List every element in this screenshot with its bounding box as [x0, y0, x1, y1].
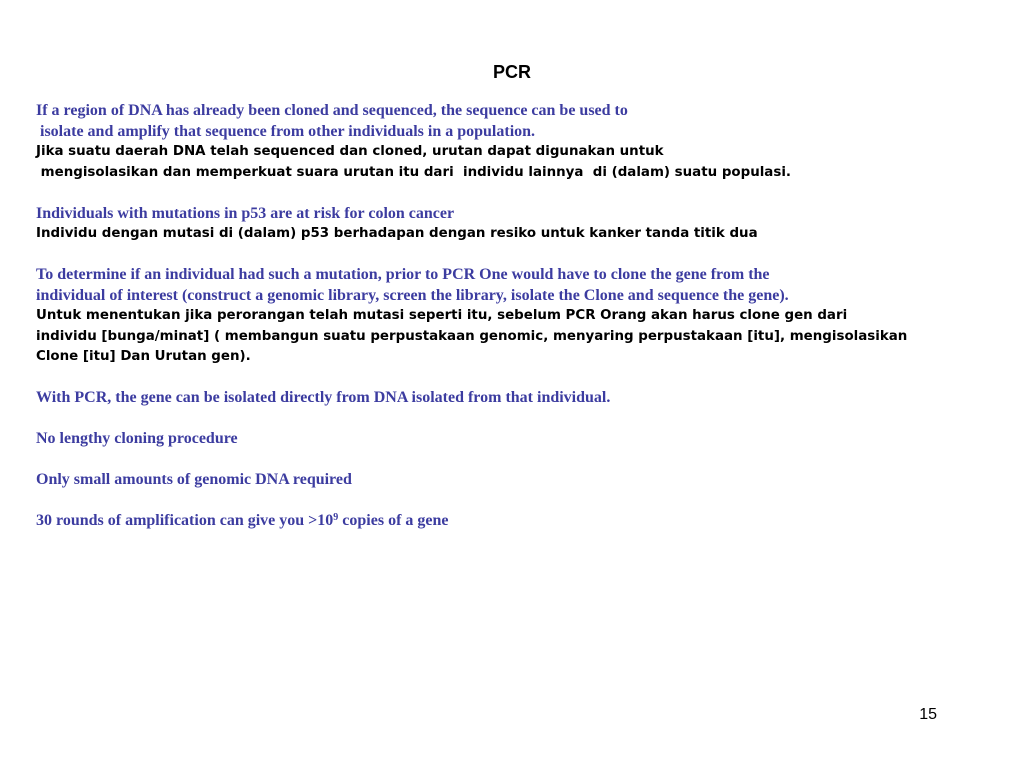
amplification-rounds-text [36, 511, 976, 532]
page-number: 15 [919, 706, 937, 723]
paragraph-p53 [36, 204, 976, 245]
english-line: isolate and amplify that sequence from other individuals in a population. [36, 122, 536, 140]
amplification-suffix: copies of a gene [338, 512, 449, 529]
english-line: individual of interest (construct a genomic library, screen the library, isolate the Clone and sequence the gene). [36, 286, 789, 304]
exponent-superscript: 9 [333, 512, 339, 523]
paragraph-mutation-detection [36, 265, 976, 368]
paragraph-spacer [36, 491, 976, 512]
slide-title: PCR [492, 62, 531, 82]
slide-body [36, 101, 976, 532]
indonesian-line: mengisolasikan dan memperkuat suara urutan itu dari individu lainnya di (dalam) suatu populasi. [36, 164, 791, 180]
indonesian-line: Individu dengan mutasi di (dalam) p53 berhadapan dengan resiko untuk kanker tanda titik dua [36, 226, 758, 241]
paragraph-spacer [36, 450, 976, 471]
amplification-prefix: 30 rounds of amplification can give you >10 [36, 512, 334, 529]
indonesian-line: Jika suatu daerah DNA telah sequenced dan cloned, urutan dapat digunakan untuk [36, 144, 664, 159]
indonesian-line: individu [bunga/minat] ( membangun suatu perpustakaan genomic, menyaring perpustakaan [itu], mengisolasikan [36, 328, 908, 344]
no-cloning-text: No lengthy cloning procedure [36, 430, 238, 447]
indonesian-line: Clone [itu] Dan Urutan gen). [36, 349, 251, 364]
paragraph-spacer [36, 183, 976, 204]
paragraph-spacer [36, 409, 976, 430]
small-dna-amount-text: Only small amounts of genomic DNA required [36, 471, 352, 488]
english-line: To determine if an individual had such a mutation, prior to PCR One would have to clone the gene from the [36, 266, 770, 283]
paragraph-pcr-intro [36, 101, 976, 183]
paragraph-spacer [36, 245, 976, 266]
english-line: Individuals with mutations in p53 are at risk for colon cancer [36, 204, 455, 222]
pcr-direct-isolation-text: With PCR, the gene can be isolated directly from DNA isolated from that individual. [36, 389, 611, 406]
english-line: If a region of DNA has already been cloned and sequenced, the sequence can be used to [36, 102, 628, 119]
paragraph-spacer [36, 368, 976, 389]
indonesian-line: Untuk menentukan jika perorangan telah mutasi seperti itu, sebelum PCR Orang akan harus clone gen dari [36, 308, 848, 323]
